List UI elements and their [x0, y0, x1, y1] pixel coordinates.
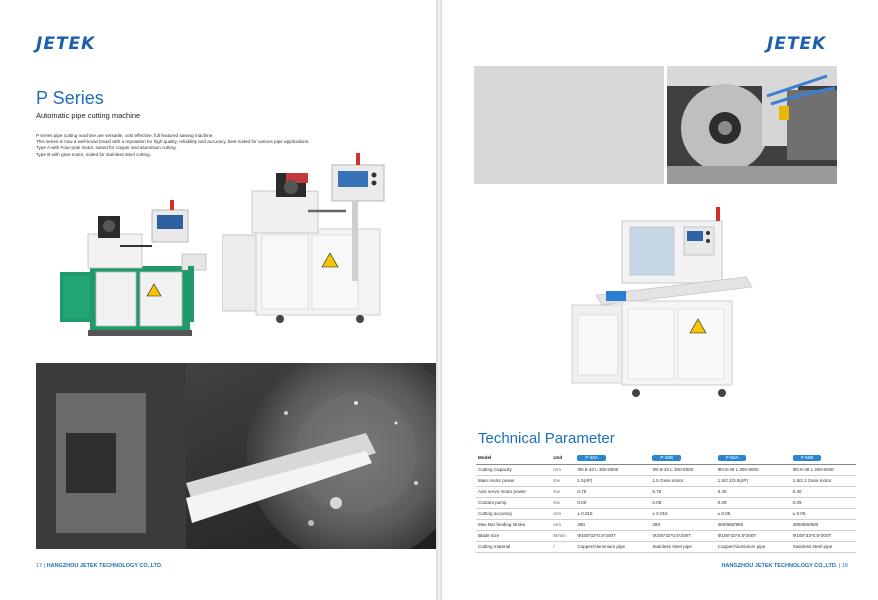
table-cell: Φ0.6-48 L 300-6000: [791, 464, 856, 475]
table-cell: 1.5(4P): [575, 475, 650, 486]
machine-type-b-image: [222, 153, 404, 333]
row-label: Cutting material: [476, 541, 551, 552]
row-label: Cutting accuracy: [476, 508, 551, 519]
row-unit: mm: [551, 464, 575, 475]
table-cell: Φ0.6-48 L 300-6000: [716, 464, 791, 475]
row-label: Main motor power: [476, 475, 551, 486]
row-unit: mm: [551, 519, 575, 530]
table-cell: ± 0.05: [716, 508, 791, 519]
table-cell: Φ105*32*0.5*200T: [791, 530, 856, 541]
row-unit: mm: [551, 508, 575, 519]
machine-type-a-image: [60, 200, 220, 340]
table-cell: 1.5/2.2 Gear-motor: [791, 475, 856, 486]
table-cell: 0.40: [791, 486, 856, 497]
series-subtitle: Automatic pipe cutting machine: [36, 111, 141, 120]
table-row: [476, 486, 856, 497]
model-badge-p50b: P-50B: [793, 455, 822, 461]
table-cell: Stainless steel pipe: [650, 541, 715, 552]
model-badge-p50a: P-50A: [718, 455, 747, 461]
table-cell: ± 0.05: [791, 508, 856, 519]
table-cell: ± 0.015: [575, 508, 650, 519]
table-row: [476, 530, 856, 541]
header-unit: Unit: [551, 452, 575, 464]
table-cell: Φ105*32*0.5*200T: [650, 530, 715, 541]
blade-closeup-photo: [667, 66, 837, 184]
table-row: [476, 508, 856, 519]
table-cell: 0.09: [575, 497, 650, 508]
description-line: This series is now a well-know brand with a reputation for high quality, reliability and accuracy, best suited for various pipe applications.: [36, 139, 310, 145]
left-footer: 17 | HANGZHOU JETEK TECHNOLOGY CO.,LTD.: [36, 563, 163, 569]
series-title: P Series: [36, 88, 104, 108]
table-cell: 480/680/980: [716, 519, 791, 530]
model-badge-p30b: P-30B: [652, 455, 681, 461]
table-row: [476, 497, 856, 508]
row-unit: Kw: [551, 497, 575, 508]
table-cell: 280: [575, 519, 650, 530]
table-cell: Φ0.6-40 L 300-6000: [650, 464, 715, 475]
table-cell: 0.09: [791, 497, 856, 508]
row-label: Cutting Capacity: [476, 464, 551, 475]
table-cell: 0.09: [716, 497, 791, 508]
gray-placeholder-block: [474, 66, 664, 184]
jetek-logo: JETEK: [36, 34, 96, 54]
table-cell: Φ0.6-40 L 300-6000: [575, 464, 650, 475]
company-name: HANGZHOU JETEK TECHNOLOGY CO.,LTD.: [721, 563, 838, 569]
row-unit: Kw: [551, 486, 575, 497]
description-line: P series pipe cutting machine are versatile, cost effective, full featured sawing machine.: [36, 133, 214, 138]
row-label: Axis servo motor power: [476, 486, 551, 497]
table-row: [476, 475, 856, 486]
row-label: Blade size: [476, 530, 551, 541]
table-cell: 0.40: [716, 486, 791, 497]
row-unit: /: [551, 541, 575, 552]
row-unit: Kw: [551, 475, 575, 486]
page-number: 17: [36, 563, 43, 569]
table-cell: Copper/Aluminium pipe: [575, 541, 650, 552]
table-cell: 1.5/2.2/3.0(4P): [716, 475, 791, 486]
machine-p50-image: [566, 205, 756, 405]
table-cell: 0.75: [650, 486, 715, 497]
table-row: [476, 464, 856, 475]
company-name: HANGZHOU JETEK TECHNOLOGY CO.,LTD.: [46, 563, 163, 569]
table-cell: Stainless steel pipe: [791, 541, 856, 552]
header-model: Model: [476, 452, 551, 464]
left-page: [0, 0, 436, 600]
description-line: Type B with gear-motor, suited for stainless steel cutting.: [36, 151, 151, 157]
description-line: Type A with Four-pole motor, suited for copper and aluminium cutting.: [36, 145, 177, 151]
model-badge-p30a: P-30A: [577, 455, 606, 461]
row-unit: M/min: [551, 530, 575, 541]
jetek-logo: JETEK: [767, 34, 827, 54]
table-row: [476, 541, 856, 552]
table-cell: Copper/Aluminium pipe: [716, 541, 791, 552]
table-cell: 0.75: [575, 486, 650, 497]
row-label: Coolant pump: [476, 497, 551, 508]
saw-cutting-photo: [36, 363, 436, 549]
technical-parameter-title: Technical Parameter: [478, 430, 615, 447]
right-page: [442, 0, 878, 600]
table-cell: 1.5 Gear-motor: [650, 475, 715, 486]
table-cell: 0.09: [650, 497, 715, 508]
table-cell: 280: [650, 519, 715, 530]
table-cell: ± 0.015: [650, 508, 715, 519]
page-number: 18: [841, 563, 848, 569]
row-label: Max Bar feeding stroke: [476, 519, 551, 530]
table-row: [476, 519, 856, 530]
spec-table-header: [476, 452, 856, 464]
spec-table: [476, 452, 856, 553]
table-cell: Φ105*32*0.5*200T: [716, 530, 791, 541]
right-footer: HANGZHOU JETEK TECHNOLOGY CO.,LTD. | 18: [721, 563, 848, 569]
table-cell: Φ105*32*0.5*200T: [575, 530, 650, 541]
table-cell: 480/680/980: [791, 519, 856, 530]
